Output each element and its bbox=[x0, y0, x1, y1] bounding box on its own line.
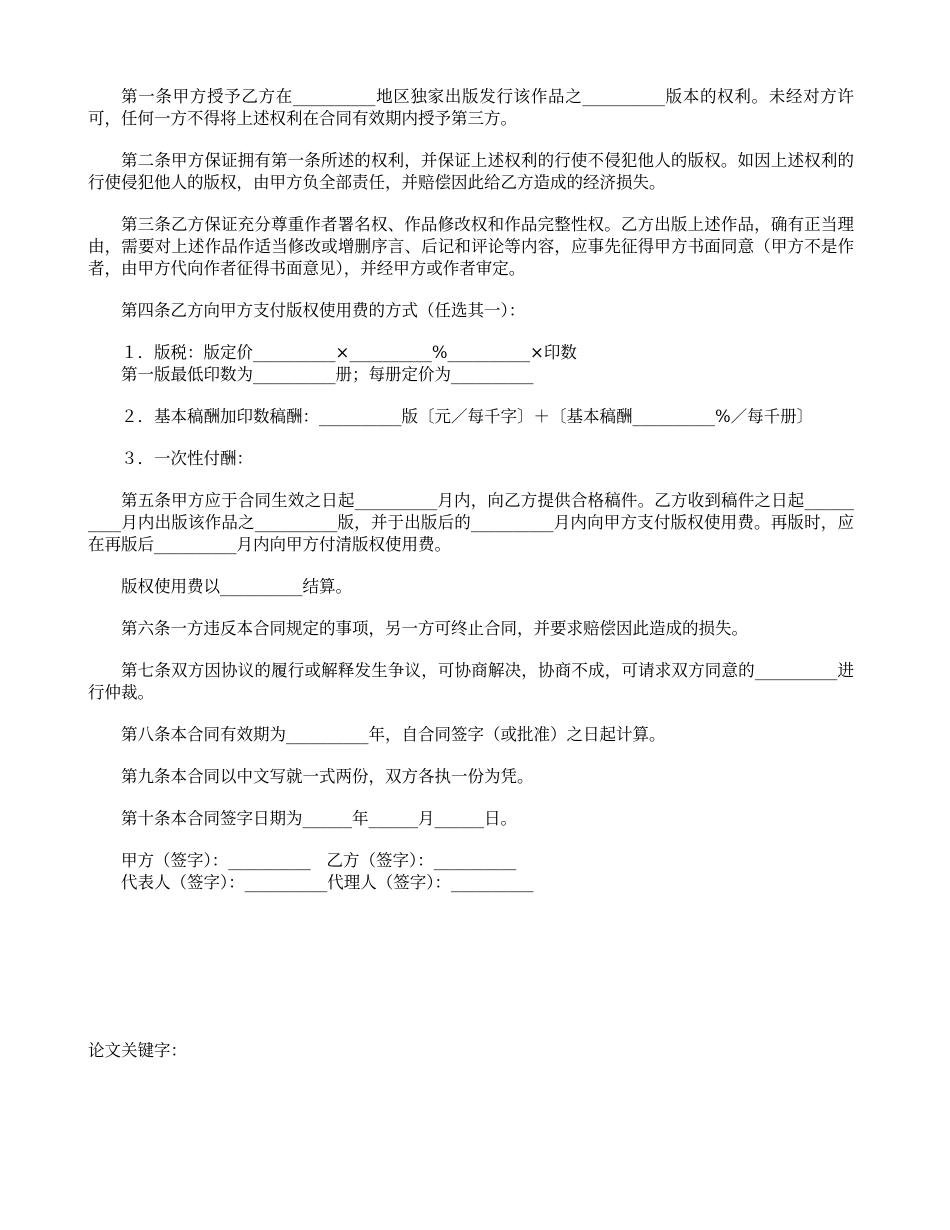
clause-5: 第五条甲方应于合同生效之日起__________月内，向乙方提供合格稿件。乙方收到稿件之日起__________月内出版该作品之__________版，并于出版后的__________月内向甲方支付版权使用费。再版时，应在再版后__________月内向甲方付清版权使用费。 bbox=[88, 491, 854, 554]
clause-3: 第三条乙方保证充分尊重作者署名权、作品修改权和作品完整性权。乙方出版上述作品，确有正当理由，需要对上述作品作适当修改或增删序言、后记和评论等内容，应事先征得甲方书面同意（甲方不是作者，由甲方代向作者征得书面意见），并经甲方或作者审定。 bbox=[88, 215, 854, 278]
signature-block bbox=[88, 850, 854, 894]
clause-7: 第七条双方因协议的履行或解释发生争议，可协商解决，协商不成，可请求双方同意的__________进行仲裁。 bbox=[88, 661, 854, 702]
clause-2: 第二条甲方保证拥有第一条所述的权利，并保证上述权利的行使不侵犯他人的版权。如因上述权利的行使侵犯他人的版权，由甲方负全部责任，并赔偿因此给乙方造成的经济损失。 bbox=[88, 151, 854, 192]
contract-body bbox=[88, 86, 854, 894]
clause-4: 第四条乙方向甲方支付版权使用费的方式（任选其一）： bbox=[121, 301, 526, 320]
keywords-label: 论文关键字： bbox=[88, 1041, 187, 1060]
clause-6: 第六条一方违反本合同规定的事项，另一方可终止合同，并要求赔偿因此造成的损失。 bbox=[121, 619, 748, 638]
clause-1: 第一条甲方授予乙方在__________地区独家出版发行该作品之__________版本的权利。未经对方许可，任何一方不得将上述权利在合同有效期内授予第三方。 bbox=[88, 87, 854, 128]
signature-line-representatives: 代表人（签字）：__________代理人（签字）：__________ bbox=[121, 873, 534, 892]
clause-8: 第八条本合同有效期为__________年，自合同签字（或批准）之日起计算。 bbox=[121, 725, 666, 744]
clause-10: 第十条本合同签字日期为______年______月______日。 bbox=[121, 809, 517, 828]
settlement-clause: 版权使用费以__________结算。 bbox=[121, 577, 352, 596]
payment-option-2: ２．基本稿酬加印数稿酬：__________版〔元／每千字〕＋〔基本稿酬__________%／每千册〕 bbox=[121, 407, 814, 426]
signature-line-parties: 甲方（签字）：__________ 乙方（签字）：__________ bbox=[121, 851, 517, 870]
payment-option-1-line-1: １．版税：版定价__________×__________%__________×印数 bbox=[121, 343, 577, 362]
payment-option-1-line-2: 第一版最低印数为__________册；每册定价为__________ bbox=[121, 365, 534, 384]
payment-option-3: ３．一次性付酬： bbox=[121, 449, 253, 468]
clause-9: 第九条本合同以中文写就一式两份，双方各执一份为凭。 bbox=[121, 767, 534, 786]
